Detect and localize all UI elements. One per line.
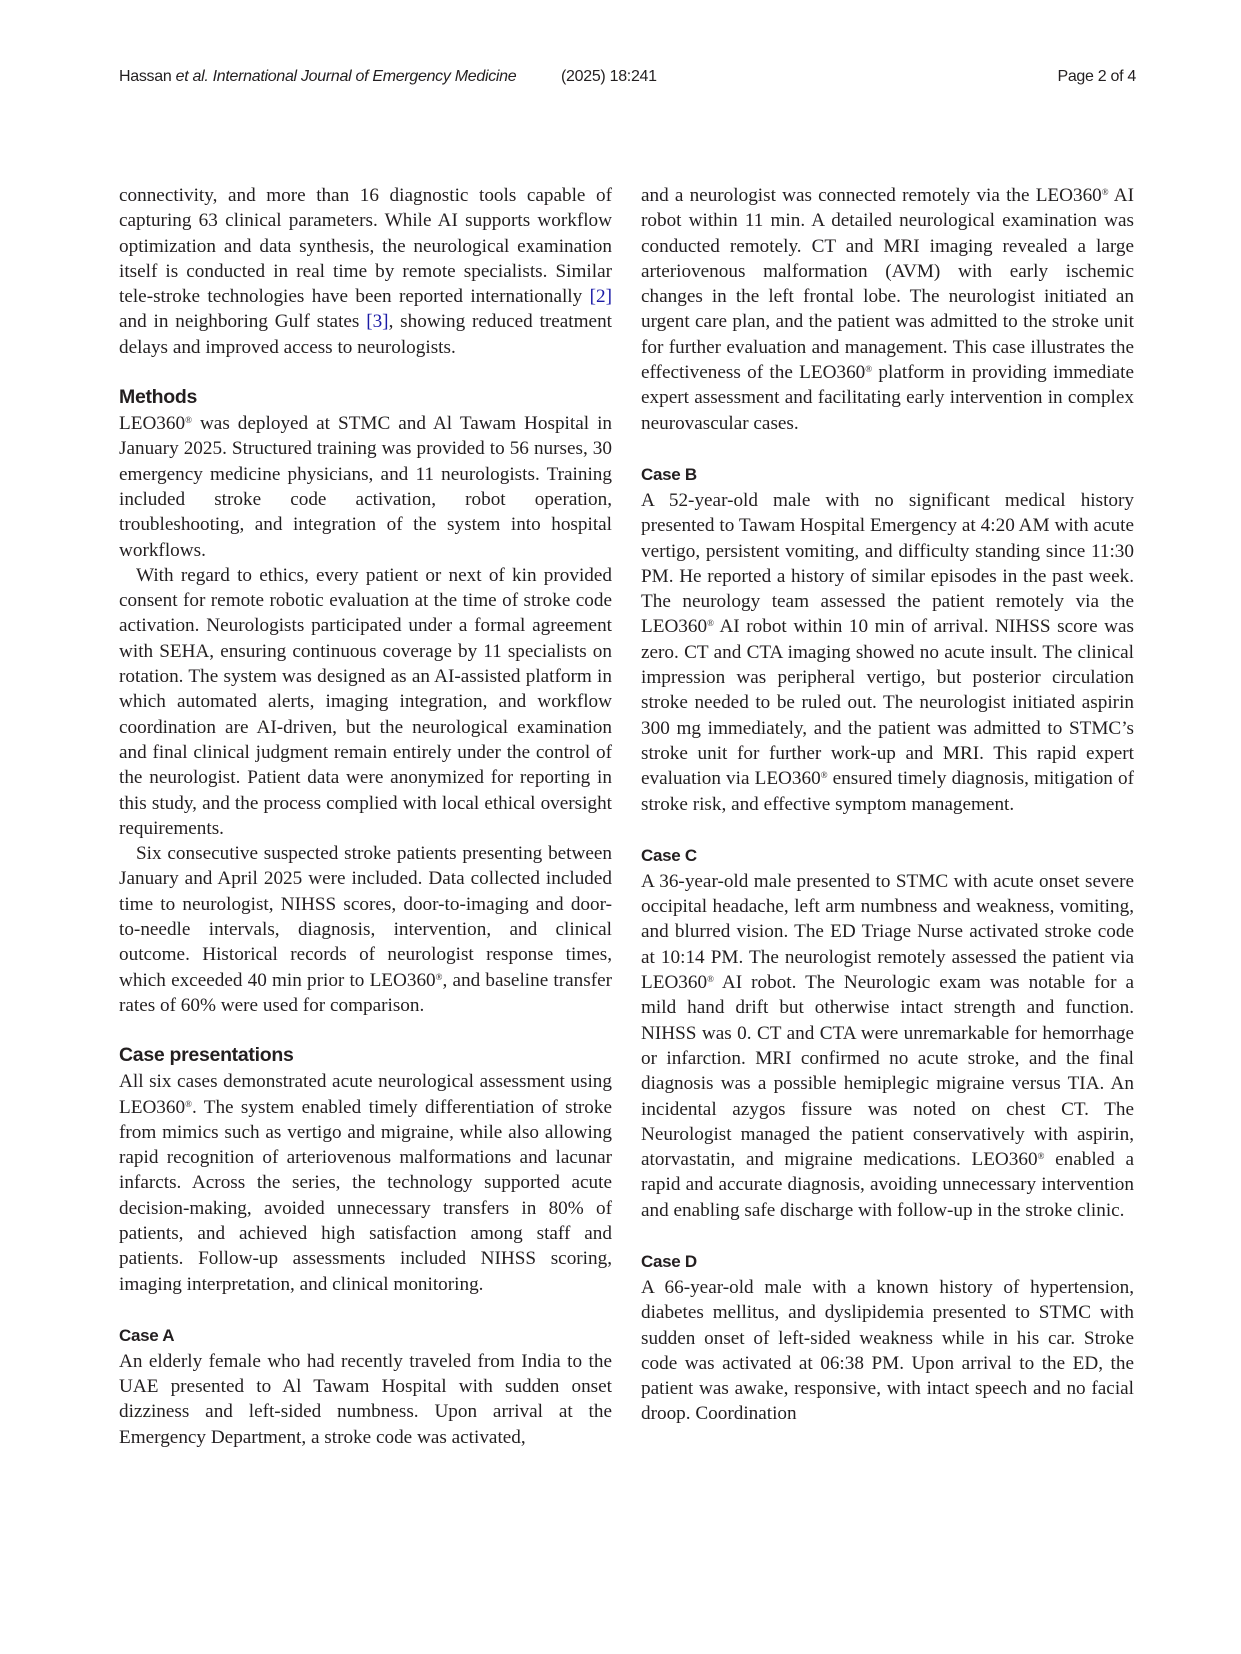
running-head	[119, 68, 1136, 92]
running-head-journal-title: International Journal of Emergency Medicine	[208, 68, 517, 85]
methods-heading: Methods	[119, 386, 198, 409]
reference-link-2[interactable]: [2]	[589, 286, 612, 308]
registered-mark: ®	[185, 415, 192, 426]
running-head-journal	[119, 68, 516, 86]
case-c-text-b: AI robot. The Neurologic exam was notable for a mild hand drift but otherwise intact strength and function. NIHSS was 0. CT and CTA were unremarkable for hemorrhage or infarction. MRI confirmed no acute stroke, and the final diagnosis was a possible hemiplegic migraine versus TIA. An incidental azygos fissure was noted on chest CT. The Neurologist managed the patient conservatively with aspirin, atorvastatin, and migraine medications. LEO360	[641, 972, 1134, 1171]
methods-paragraph-2: With regard to ethics, every patient or next of kin provided consent for remote robotic evaluation at the time of stroke code activation. Neurologists participated under a formal agreement with SEHA, ensuring continuous coverage by 11 specialists on rotation. The system was designed as an AI-assisted platform in which automated alerts, imaging integration, and workflow coordination are AI-driven, but the neurological examination and final clinical judgment remain entirely under the control of the neurologist. Patient data were anonymized for reporting in this study, and the process complied with local ethical oversight requirements.	[119, 564, 612, 839]
case-b-paragraph	[641, 488, 1134, 817]
case-a-text-b: AI robot within 11 min. A detailed neurological examination was conducted remotely. CT and MRI imaging revealed a large arteriovenous malformation (AVM) with early ischemic changes in the left frontal lobe. The neurologist initiated an urgent care plan, and the patient was admitted to the stroke unit for further evaluation and management. This case illustrates the effectiveness of the LEO360	[641, 185, 1134, 384]
methods-p1-text-a: LEO360	[119, 413, 186, 435]
methods-p1-text-b: was deployed at STMC and Al Tawam Hospital in January 2025. Structured training was provided to 56 nurses, 30 emergency medicine physicians, and 11 neurologists. Training included stroke code activation, robot operation, troubleshooting, and integration of the system into hospital workflows.	[119, 413, 612, 561]
right-column	[641, 183, 1134, 1427]
intro-text-1: connectivity, and more than 16 diagnostic tools capable of capturing 63 clinical parameters. While AI supports workflow optimization and data synthesis, the neurological examination itself is conducted in real time by remote specialists. Similar tele-stroke technologies have been reported internationally	[119, 185, 612, 308]
registered-mark: ®	[1037, 1151, 1045, 1162]
methods-p3-text-b: , and baseline transfer rates of 60% were used for comparison.	[119, 969, 612, 1016]
registered-mark: ®	[185, 1098, 192, 1109]
running-head-authors: Hassan	[119, 68, 176, 85]
case-d-paragraph: A 66-year-old male with a known history of hypertension, diabetes mellitus, and dyslipidemia presented to STMC with sudden onset of left-sided weakness while in his car. Stroke code was activated at 06:38 PM. Upon arrival to the ED, the patient was awake, responsive, with intact speech and no facial droop. Coordination	[641, 1276, 1134, 1425]
left-column	[119, 183, 612, 1450]
registered-mark: ®	[435, 971, 443, 982]
case-a-paragraph: An elderly female who had recently traveled from India to the UAE presented to Al Tawam Hospital with sudden onset dizziness and left-sided numbness. Upon arrival at the Emergency Department, a stroke code was activated,	[119, 1350, 612, 1448]
case-c-paragraph	[641, 869, 1134, 1223]
case-a-text-a: and a neurologist was connected remotely via the LEO360	[641, 185, 1102, 206]
methods-paragraph-3	[119, 841, 612, 1018]
case-c-heading: Case C	[641, 845, 697, 865]
methods-paragraph-1	[119, 411, 612, 563]
intro-text-2: and in neighboring Gulf states	[119, 311, 367, 333]
running-head-et-al: et al.	[175, 68, 209, 85]
case-b-text-b: AI robot within 10 min of arrival. NIHSS score was zero. CT and CTA imaging showed no acute insult. The clinical impression was peripheral vertigo, but posterior circulation stroke needed to be ruled out. The neurologist initiated aspirin 300 mg immediately, and the patient was admitted to STMC’s stroke unit for further work-up and MRI. This rapid expert evaluation via LEO360	[641, 616, 1134, 790]
case-presentations-text-a: All six cases demonstrated acute neurological assessment using LEO360	[119, 1071, 612, 1118]
intro-continuation-paragraph	[119, 183, 612, 360]
case-c-text-c: enabled a rapid and accurate diagnosis, avoiding unnecessary intervention and enabling safe discharge with follow-up in the stroke clinic.	[641, 1149, 1134, 1221]
case-presentations-paragraph	[119, 1069, 612, 1297]
case-b-text-c: ensured timely diagnosis, mitigation of stroke risk, and effective symptom management.	[641, 768, 1134, 815]
registered-mark: ®	[820, 770, 828, 781]
case-presentations-heading: Case presentations	[119, 1044, 294, 1067]
registered-mark: ®	[865, 364, 873, 375]
case-b-heading: Case B	[641, 464, 697, 484]
case-a-continuation-paragraph	[641, 183, 1134, 436]
case-c-text-a: A 36-year-old male presented to STMC with acute onset severe occipital headache, left arm numbness and weakness, vomiting, and blurred vision. The ED Triage Nurse activated stroke code at 10:14 PM. The neurologist remotely assessed the patient via LEO360	[641, 870, 1134, 994]
case-a-heading: Case A	[119, 1325, 175, 1345]
running-head-citation: (2025) 18:241	[561, 68, 657, 85]
methods-p3-text-a: Six consecutive suspected stroke patients presenting between January and April 2025 were included. Data collected included time to neurologist, NIHSS scores, door-to-imaging and door-to-needle intervals, diagnosis, intervention, and clinical outcome. Historical records of neurologist response times, which exceeded 40 min prior to LEO360	[119, 843, 612, 991]
case-presentations-text-b: . The system enabled timely differentiation of stroke from mimics such as vertigo and migraine, while also allowing rapid recognition of arteriovenous malformations and lacunar infarcts. Across the series, the technology supported acute decision-making, avoided unnecessary transfers in 80% of patients, and achieved high satisfaction among staff and patients. Follow-up assessments included NIHSS scoring, imaging interpretation, and clinical monitoring.	[119, 1096, 612, 1295]
registered-mark: ®	[707, 618, 714, 629]
registered-mark: ®	[707, 974, 714, 985]
case-b-text-a: A 52-year-old male with no significant medical history presented to Tawam Hospital Emergency at 4:20 AM with acute vertigo, persistent vomiting, and difficulty standing since 11:30 PM. He reported a history of similar episodes in the past week. The neurology team assessed the patient remotely via the LEO360	[641, 489, 1134, 638]
case-a-text-c: platform in providing immediate expert assessment and facilitating early intervention in complex neurovascular cases.	[641, 362, 1134, 434]
case-d-heading: Case D	[641, 1251, 697, 1271]
page-number: Page 2 of 4	[1057, 68, 1136, 85]
intro-text-3: , showing reduced treatment delays and improved access to neurologists.	[119, 311, 612, 358]
registered-mark: ®	[1101, 187, 1109, 197]
reference-link-3[interactable]: [3]	[366, 311, 389, 333]
